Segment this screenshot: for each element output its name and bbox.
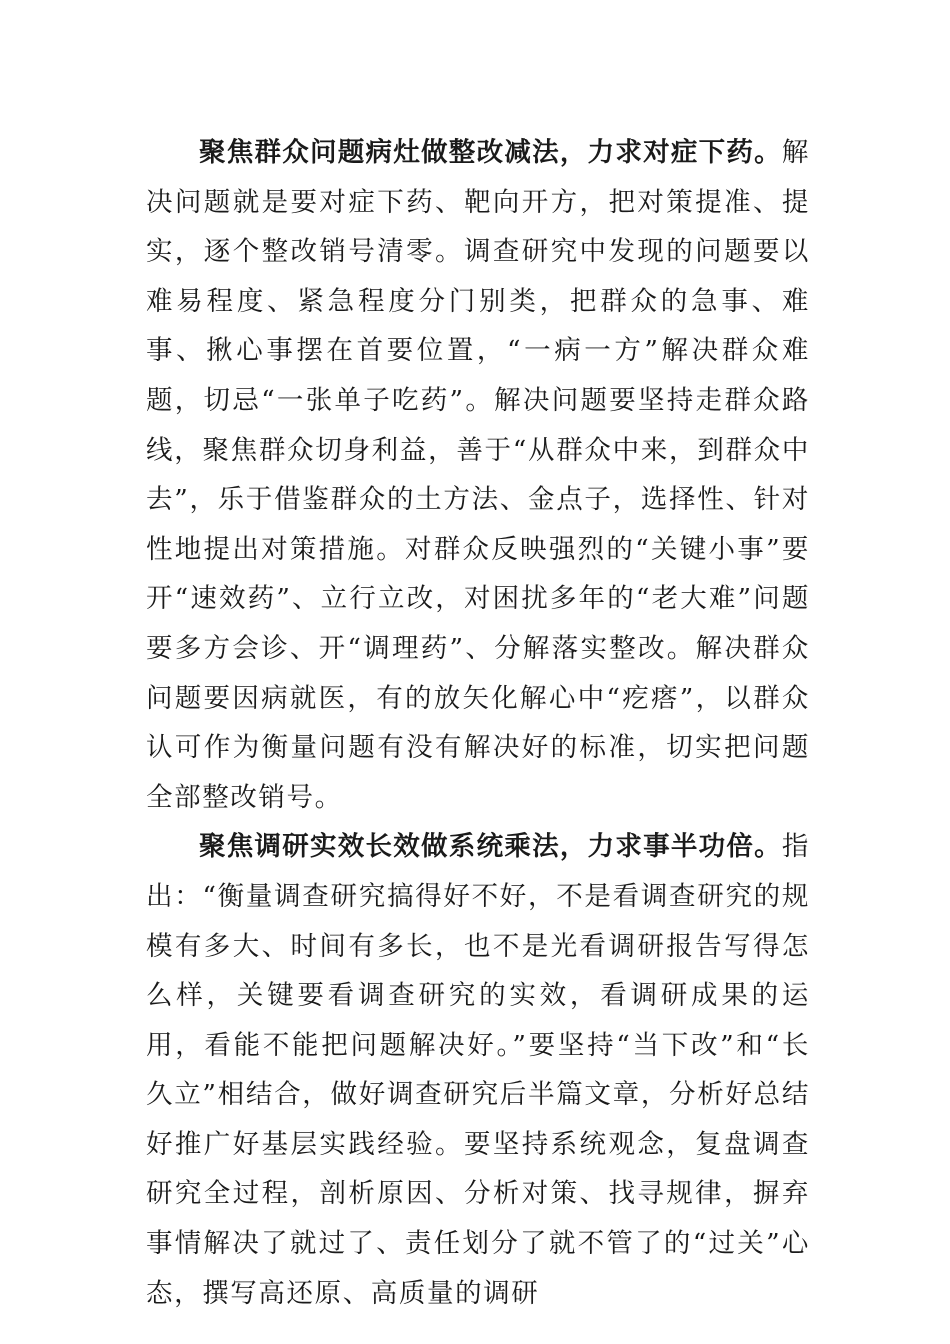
paragraph-lead-heading: 聚焦调研实效长效做系统乘法，力求事半功倍。 <box>199 831 782 863</box>
paragraph-text: 指出：“衡量调查研究搞得好不好，不是看调查研究的规模有多大、时间有多长，也不是光看调研报告写得怎么样，关键要看调查研究的实效，看调研成果的运用，看能不能把问题解决好。”要坚持“当下改”和“长久立”相结合，做好调查研究后半篇文章，分析好总结好推广好基层实践经验。要坚持系统观念，复盘调查研究全过程，剖析原因、分析对策、找寻规律，摒弃事情解决了就过了、责任划分了就不管了的“过关”心态，撰写高还原、高质量的调研 <box>146 831 810 1309</box>
paragraph-lead-heading: 聚焦群众问题病灶做整改减法，力求对症下药。 <box>199 137 782 168</box>
paragraph-problem-rectification <box>146 128 810 822</box>
paragraph-research-effectiveness <box>146 822 810 1318</box>
paragraph-text: 解决问题就是要对症下药、靶向开方，把对策提准、提实，逐个整改销号清零。调查研究中发现的问题要以难易程度、紧急程度分门别类，把群众的急事、难事、揪心事摆在首要位置，“一病一方”解决群众难题，切忌“一张单子吃药”。解决问题要坚持走群众路线，聚焦群众切身利益，善于“从群众中来，到群众中去”，乐于借鉴群众的土方法、金点子，选择性、针对性地提出对策措施。对群众反映强烈的“关键小事”要开“速效药”、立行立改，对困扰多年的“老大难”问题要多方会诊、开“调理药”、分解落实整改。解决群众问题要因病就医，有的放矢化解心中“疙瘩”，以群众认可作为衡量问题有没有解决好的标准，切实把问题全部整改销号。 <box>146 137 810 813</box>
document-body <box>146 128 810 1318</box>
